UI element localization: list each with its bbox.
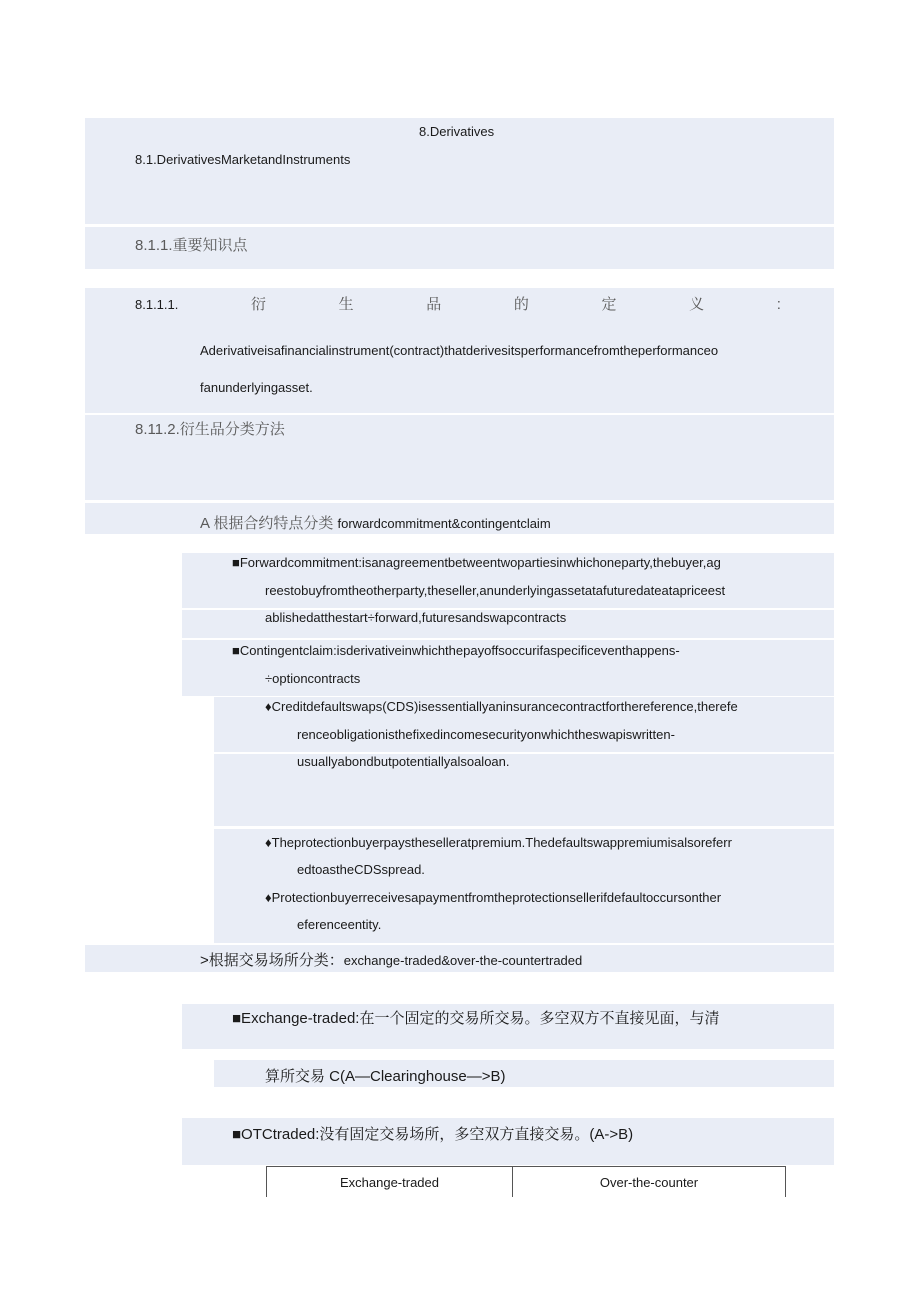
protection-2-line-2: eferenceentity. [297,917,382,932]
def-word: 衍 [250,296,266,313]
class-a-heading [200,515,551,533]
cds-line-1: ♦Creditdefaultswaps(CDS)isessentiallyaninsurancecontractforthereference,therefe [265,699,738,714]
def-word: 品 [426,296,442,313]
cds-line-2: renceobligationisthefixedincomesecurityonwhichtheswapiswritten- [297,727,675,742]
table-header-otc: Over-the-counter [599,1174,699,1190]
protection-1-line-1: ♦Theprotectionbuyerpaystheselleratpremium.Thedefaultswappremiumisalsoreferr [265,835,732,850]
page-title: 8.Derivatives [419,124,495,139]
section-heading-8-1-1: 8.1.1.重要知识点 [135,237,248,254]
definition-heading [135,296,781,314]
protection-2-line-1: ♦Protectionbuyerreceivesapaymentfromtheprotectionsellerifdefaultoccursonther [265,890,722,905]
cds-line-3: usuallyabondbutpotentiallyalsoaloan. [297,754,510,769]
otc-line: ■OTCtraded:没有固定交易场所，多空双方直接交易。(A->B) [232,1126,634,1143]
class-a-text: forwardcommitment&contingentclaim [337,516,551,531]
exchange-line-2: 算所交易 C(A—Clearinghouse—>B) [265,1068,506,1085]
forward-line-1: ■Forwardcommitment:isanagreementbetweentwopartiesinwhichoneparty,thebuyer,ag [232,555,721,570]
contingent-line-1: ■Contingentclaim:isderivativeinwhichthepayoffsoccurifaspecificeventhappens- [232,643,680,658]
class-b-text: exchange-traded&over-the-countertraded [343,953,583,968]
def-word: 8.1.1.1. [135,297,179,312]
class-b-prefix: >根据交易场所分类： [200,952,344,969]
comparison-table [266,1166,786,1197]
def-word: 生 [338,296,354,313]
forward-line-2: reestobuyfromtheotherparty,theseller,anunderlyingassetatafuturedateatapriceest [265,583,726,598]
protection-1-line-2: edtoastheCDSspread. [297,862,425,877]
contingent-line-2: ÷optioncontracts [265,671,361,686]
def-word: 义 [689,296,705,313]
def-word: 定 [601,296,617,313]
class-b-heading [200,952,582,970]
forward-line-3: ablishedatthestart÷forward,futuresandswapcontracts [265,610,567,625]
section-heading-8-11-2: 8.11.2.衍生品分类方法 [135,421,285,438]
table-header-exchange: Exchange-traded [267,1167,513,1197]
definition-line-2: fanunderlyingasset. [200,380,313,395]
def-word: 的 [513,296,529,313]
section-heading-8-1: 8.1.DerivativesMarketandInstruments [135,152,351,167]
definition-line-1: Aderivativeisafinancialinstrument(contract)thatderivesitsperformancefromtheperformanceo [200,343,719,358]
exchange-line-1: ■Exchange-traded:在一个固定的交易所交易。多空双方不直接见面，与清 [232,1010,720,1027]
def-word: : [776,296,781,313]
class-a-prefix: A 根据合约特点分类 [200,515,338,532]
